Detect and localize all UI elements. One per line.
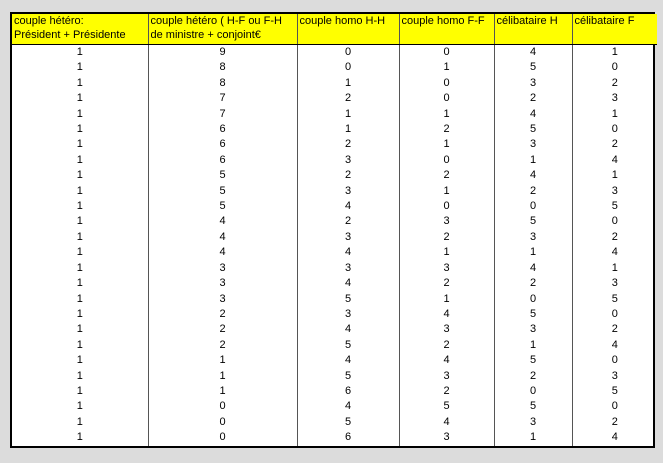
table-cell[interactable]: 3 [494,415,572,430]
table-cell[interactable]: 3 [297,153,399,168]
table-cell[interactable]: 2 [572,137,657,152]
table-cell[interactable]: 1 [76,369,83,382]
table-cell[interactable]: 5 [297,292,399,307]
table-row [12,430,657,445]
table-row [12,60,657,75]
table-cell[interactable]: 1 [76,354,83,367]
table-cell[interactable]: 1 [399,292,494,307]
table-cell[interactable]: 1 [76,138,83,151]
table-row [12,168,657,183]
table-cell[interactable]: 3 [494,76,572,91]
table-row [12,399,657,414]
table-cell[interactable]: 2 [572,76,657,91]
table-cell[interactable]: 1 [76,92,83,105]
table-cell[interactable]: 2 [148,307,297,322]
table-cell[interactable]: 5 [399,399,494,414]
table-cell[interactable]: 1 [76,123,83,136]
table-cell[interactable]: 4 [572,245,657,260]
table-cell[interactable]: 1 [76,200,83,213]
table-cell[interactable]: 4 [399,415,494,430]
table-cell[interactable]: 3 [297,307,399,322]
table-cell[interactable]: 8 [148,60,297,75]
table-cell[interactable]: 2 [399,168,494,183]
table-cell[interactable]: 1 [494,430,572,445]
table-cell[interactable]: 2 [297,168,399,183]
table-cell[interactable]: 5 [297,369,399,384]
table-cell[interactable]: 4 [494,107,572,122]
column-header[interactable]: couple homo F-F [399,14,494,45]
table-cell[interactable]: 1 [76,246,83,259]
table-cell[interactable]: 1 [76,107,83,120]
table-cell[interactable]: 0 [572,353,657,368]
table-cell[interactable]: 1 [76,338,83,351]
table-cell[interactable]: 3 [399,261,494,276]
table-cell[interactable]: 0 [572,214,657,229]
table-cell[interactable]: 1 [494,245,572,260]
table-cell[interactable]: 3 [148,261,297,276]
table-cell[interactable]: 1 [572,168,657,183]
table-cell[interactable]: 1 [76,230,83,243]
table-cell[interactable]: 5 [297,415,399,430]
table-row [12,353,657,368]
table-cell[interactable]: 1 [76,76,83,89]
table-cell[interactable]: 2 [572,230,657,245]
table-row [12,369,657,384]
table-cell[interactable]: 2 [297,91,399,106]
table-cell[interactable]: 0 [399,153,494,168]
table-cell[interactable]: 5 [297,338,399,353]
table-cell[interactable]: 4 [399,307,494,322]
table-cell[interactable]: 2 [494,369,572,384]
table-cell[interactable]: 5 [494,214,572,229]
table-cell[interactable]: 5 [494,122,572,137]
table-cell[interactable]: 3 [572,369,657,384]
table-cell[interactable]: 1 [76,307,83,320]
table-cell[interactable]: 4 [297,276,399,291]
table-cell[interactable]: 0 [572,399,657,414]
table-cell[interactable]: 3 [148,276,297,291]
table-cell[interactable]: 5 [494,60,572,75]
table-cell[interactable]: 9 [148,45,297,61]
table-cell[interactable]: 2 [399,230,494,245]
table-cell[interactable]: 2 [399,338,494,353]
table-cell[interactable]: 5 [148,184,297,199]
table-row [12,307,657,322]
table-cell[interactable]: 0 [297,60,399,75]
table-cell[interactable]: 0 [399,76,494,91]
table-cell[interactable]: 2 [572,322,657,337]
table-cell[interactable]: 1 [399,137,494,152]
table-cell[interactable]: 5 [572,199,657,214]
table-cell[interactable]: 1 [399,245,494,260]
table-cell[interactable]: 5 [572,384,657,399]
column-header[interactable]: couple homo H-H [297,14,399,45]
table-cell[interactable]: 2 [399,122,494,137]
table-cell[interactable]: 1 [494,338,572,353]
table-cell[interactable]: 5 [148,199,297,214]
table-cell[interactable]: 1 [76,169,83,182]
table-cell[interactable]: 3 [399,369,494,384]
table-row [12,137,657,152]
column-header[interactable]: célibataire F [572,14,657,45]
table-cell[interactable]: 1 [76,61,83,74]
table-cell[interactable]: 1 [148,384,297,399]
table-cell[interactable]: 1 [572,261,657,276]
table-cell[interactable]: 1 [76,384,83,397]
table-cell[interactable]: 2 [297,214,399,229]
table-body [12,45,657,446]
table-cell[interactable]: 1 [297,76,399,91]
table-cell[interactable]: 0 [297,45,399,61]
table-cell[interactable]: 5 [494,353,572,368]
table-row [12,276,657,291]
table-cell[interactable]: 3 [494,230,572,245]
column-header[interactable]: célibataire H [494,14,572,45]
table-cell[interactable]: 0 [494,199,572,214]
table-cell[interactable]: 7 [148,107,297,122]
spreadsheet-table-container [10,12,655,448]
table-cell[interactable]: 0 [572,60,657,75]
table-cell[interactable]: 2 [148,338,297,353]
table-cell[interactable]: 1 [494,153,572,168]
table-cell[interactable]: 4 [494,261,572,276]
table-cell[interactable]: 0 [399,199,494,214]
table-row [12,245,657,260]
table-cell[interactable]: 0 [148,399,297,414]
column-header[interactable]: couple hétéro ( H-F ou F-H de ministre + conjoint€ [148,14,297,45]
table-row [12,338,657,353]
table-cell[interactable]: 5 [148,168,297,183]
table-cell[interactable]: 1 [148,369,297,384]
table-cell[interactable]: 3 [572,91,657,106]
table-cell[interactable]: 4 [494,168,572,183]
table-cell[interactable]: 0 [148,430,297,445]
table-cell[interactable]: 0 [572,307,657,322]
table-cell[interactable]: 0 [494,384,572,399]
table-cell[interactable]: 4 [148,214,297,229]
table-cell[interactable]: 4 [297,399,399,414]
table-cell[interactable]: 3 [572,184,657,199]
table-row [12,214,657,229]
table-row [12,261,657,276]
table-cell[interactable]: 5 [494,307,572,322]
table-cell[interactable]: 4 [297,322,399,337]
table-cell[interactable]: 4 [297,245,399,260]
table-row [12,230,657,245]
table-cell[interactable]: 4 [572,153,657,168]
table-cell[interactable]: 3 [494,322,572,337]
table-cell[interactable]: 6 [148,137,297,152]
table-cell[interactable]: 0 [399,91,494,106]
column-header[interactable]: couple hétéro: Président + Présidente [12,14,148,45]
table-cell[interactable]: 0 [494,292,572,307]
table-cell[interactable]: 3 [399,322,494,337]
table-cell[interactable]: 4 [572,430,657,445]
table-cell[interactable]: 6 [148,153,297,168]
table-cell[interactable]: 1 [76,431,83,444]
table-cell[interactable]: 3 [572,276,657,291]
table-cell[interactable]: 5 [572,292,657,307]
table-cell[interactable]: 1 [76,184,83,197]
table-cell[interactable]: 0 [399,45,494,61]
table-cell[interactable]: 8 [148,76,297,91]
table-cell[interactable]: 3 [399,430,494,445]
table-cell[interactable]: 2 [572,415,657,430]
header-row [12,14,657,45]
table-row [12,415,657,430]
table-cell[interactable]: 2 [494,91,572,106]
table-cell[interactable]: 2 [148,322,297,337]
table-cell[interactable]: 6 [297,384,399,399]
table-cell[interactable]: 2 [494,184,572,199]
table-cell[interactable]: 1 [297,107,399,122]
table-cell[interactable]: 2 [399,384,494,399]
table-cell[interactable]: 1 [297,122,399,137]
table-cell[interactable]: 1 [399,107,494,122]
table-cell[interactable]: 1 [399,184,494,199]
table-cell[interactable]: 1 [76,153,83,166]
table-row [12,292,657,307]
table-cell[interactable]: 3 [297,184,399,199]
table-row [12,322,657,337]
table-row [12,107,657,122]
table-cell[interactable]: 1 [399,60,494,75]
table-cell[interactable]: 4 [148,245,297,260]
table-cell[interactable]: 1 [76,323,83,336]
table-cell[interactable]: 4 [572,338,657,353]
table-row [12,184,657,199]
table-cell[interactable]: 6 [148,122,297,137]
table-cell[interactable]: 1 [76,400,83,413]
table-cell[interactable]: 4 [148,230,297,245]
table-cell[interactable]: 2 [494,276,572,291]
table-cell[interactable]: 2 [399,276,494,291]
table-row [12,199,657,214]
table-cell[interactable]: 1 [76,277,83,290]
table-cell[interactable]: 2 [297,137,399,152]
table-cell[interactable]: 1 [148,353,297,368]
table-cell[interactable]: 1 [76,46,83,58]
table-cell[interactable]: 1 [76,415,83,428]
table-cell[interactable]: 0 [572,122,657,137]
table-row [12,91,657,106]
table-cell[interactable]: 4 [494,45,572,61]
table-row [12,76,657,91]
table-cell[interactable]: 6 [297,430,399,445]
table-cell[interactable]: 3 [494,137,572,152]
table-cell[interactable]: 3 [297,261,399,276]
table-cell[interactable]: 0 [148,415,297,430]
table-cell[interactable]: 4 [297,353,399,368]
table-cell[interactable]: 1 [76,292,83,305]
table-cell[interactable]: 5 [494,399,572,414]
table-row [12,384,657,399]
table-cell[interactable]: 4 [399,353,494,368]
table-cell[interactable]: 1 [76,261,83,274]
table-cell[interactable]: 1 [572,45,657,61]
table-row [12,153,657,168]
table-cell[interactable]: 1 [572,107,657,122]
table-cell[interactable]: 3 [297,230,399,245]
table-cell[interactable]: 3 [399,214,494,229]
table-row [12,45,657,61]
table-cell[interactable]: 4 [297,199,399,214]
table-cell[interactable]: 7 [148,91,297,106]
table-cell[interactable]: 1 [76,215,83,228]
table-cell[interactable]: 3 [148,292,297,307]
combinations-table [12,14,657,446]
table-row [12,122,657,137]
